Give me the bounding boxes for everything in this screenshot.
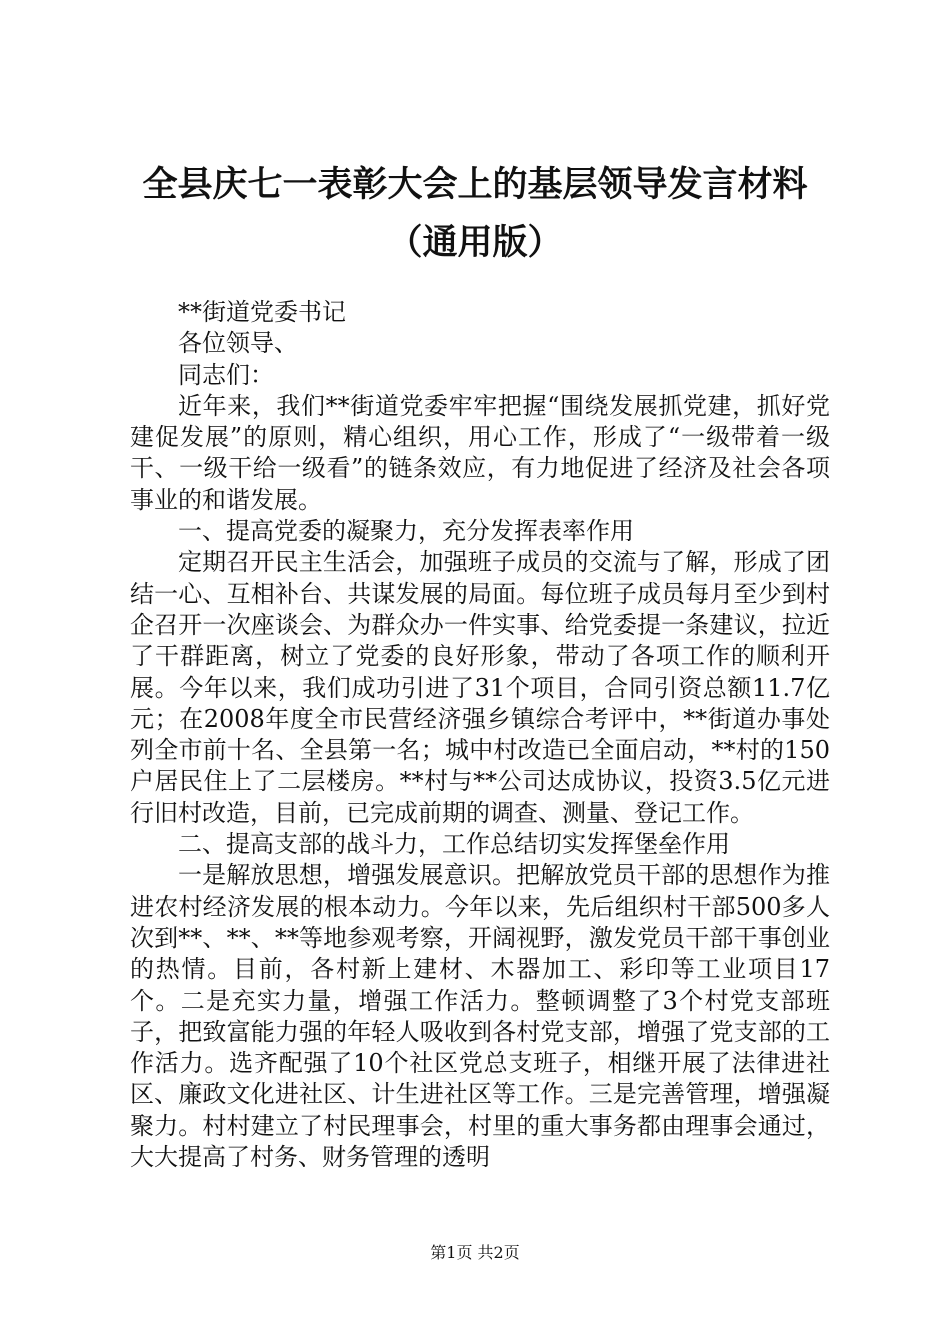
document-subtitle: （通用版）	[387, 222, 563, 263]
salutation-line: 各位领导、	[178, 329, 298, 358]
body-paragraph: 定期召开民主生活会，加强班子成员的交流与了解，形成了团结一心、互相补台、共谋发展的局面。每位班子成员每月至少到村企召开一次座谈会、为群众办一件实事、给党委提一条建议，拉近了干群距离，树立了党委的良好形象，带动了各项工作的顺利开展。今年以来，我们成功引进了31个项目，合同引资总额11.7亿元；在2008年度全市民营经济强乡镇综合考评中，**街道办事处列全市前十名、全县第一名；城中村改造已全面启动，**村的150户居民住上了二层楼房。**村与**公司达成协议，投资3.5亿元进行旧村改造，目前，已完成前期的调查、测量、登记工作。	[130, 548, 830, 827]
section-heading: 一、提高党委的凝聚力，充分发挥表率作用	[178, 517, 634, 546]
author-line: **街道党委书记	[178, 298, 346, 326]
body-paragraph: 近年来，我们**街道党委牢牢把握“围绕发展抓党建，抓好党建促发展”的原则，精心组织，用心工作，形成了“一级带着一级干、一级干给一级看”的链条效应，有力地促进了经济及社会各项事业的和谐发展。	[130, 391, 830, 514]
section-heading: 二、提高支部的战斗力，工作总结切实发挥堡垒作用	[178, 830, 730, 859]
salutation-line: 同志们：	[178, 360, 274, 389]
document-body	[130, 297, 830, 1173]
body-paragraph: 一是解放思想，增强发展意识。把解放党员干部的思想作为推进农村经济发展的根本动力。今年以来，先后组织村干部500多人次到**、**、**等地参观考察，开阔视野，激发党员干部干事创业的热情。目前，各村新上建材、木器加工、彩印等工业项目17个。二是充实力量，增强工作活力。整顿调整了3个村党支部班子，把致富能力强的年轻人吸收到各村党支部，增强了党支部的工作活力。选齐配强了10个社区党总支班子，相继开展了法律进社区、廉政文化进社区、计生进社区等工作。三是完善管理，增强凝聚力。村村建立了村民理事会，村里的重大事务都由理事会通过，大大提高了村务、财务管理的透明	[130, 861, 830, 1172]
document-title: 全县庆七一表彰大会上的基层领导发言材料	[142, 164, 808, 205]
page-footer: 第1页 共2页	[430, 1243, 520, 1262]
